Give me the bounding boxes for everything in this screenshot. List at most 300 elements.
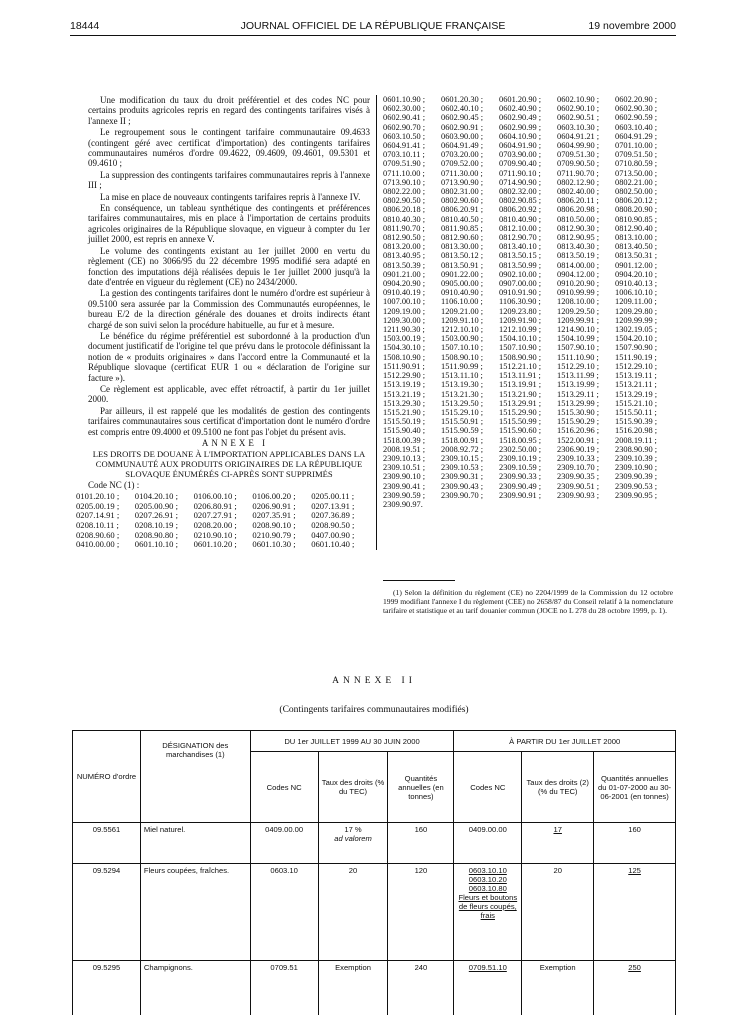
cell-designation: Miel naturel.	[140, 823, 250, 864]
nc-code: 1513.21.90 ;	[499, 390, 557, 399]
cell-codes-1: 0409.00.00	[250, 823, 318, 864]
nc-code: 0806.20.11 ;	[557, 196, 615, 205]
nc-code: 0813.40.10 ;	[499, 242, 557, 251]
nc-code: 1513.11.99 ;	[557, 371, 615, 380]
nc-code: 2309.10.53 ;	[441, 463, 499, 472]
page-header	[70, 20, 676, 36]
nc-code: 1512.29.90 ;	[383, 371, 441, 380]
nc-code: 0604.91.41 ;	[383, 141, 441, 150]
nc-code: 0602.20.90 ;	[615, 95, 673, 104]
cell-quantites-2: 125	[594, 864, 676, 961]
nc-code: 0910.20.90 ;	[557, 279, 615, 288]
nc-code: 2309.90.41 ;	[383, 482, 441, 491]
nc-code: 1504.20.10 ;	[615, 334, 673, 343]
nc-code: 0207.27.91 ;	[194, 511, 253, 521]
paragraph: Le regroupement sous le contingent tarifaire communautaire 09.4633 (contingent géré avec certificat d'importation) des contingents tarifaires communautaires numéros d'ordre 09.4622, 09.4609, 09.4601, 09.5301 et 09.4610 ;	[88, 127, 370, 169]
nc-code: 1209.99.91 ;	[557, 316, 615, 325]
col-numero: NUMÉRO d'ordre	[73, 731, 141, 823]
nc-code: 2302.50.00 ;	[499, 445, 557, 454]
nc-code: 1511.90.91 ;	[383, 362, 441, 371]
nc-code: 2309.10.33 ;	[557, 454, 615, 463]
nc-code: 1212.10.99 ;	[499, 325, 557, 334]
nc-code: 1515.50.91 ;	[441, 417, 499, 426]
nc-code: 0603.10.50 ;	[383, 132, 441, 141]
nc-code: 1515.50.19 ;	[383, 417, 441, 426]
nc-code: 2309.90.53 ;	[615, 482, 673, 491]
footnote-rule	[383, 580, 455, 581]
nc-code: 0806.20.98 ;	[557, 205, 615, 214]
nc-code: 0208.90.50 ;	[311, 521, 370, 531]
nc-code: 0206.90.91 ;	[252, 502, 311, 512]
nc-code: 0802.22.00 ;	[383, 187, 441, 196]
nc-code: 0602.90.91 ;	[441, 123, 499, 132]
nc-code: 1209.30.00 ;	[383, 316, 441, 325]
code-list-right	[383, 95, 673, 509]
cell-taux-1	[318, 823, 388, 864]
nc-code: 0703.20.00 ;	[441, 150, 499, 159]
nc-code: 1508.10.90 ;	[383, 353, 441, 362]
nc-code: 0806.20.12 ;	[615, 196, 673, 205]
nc-code: 0810.40.30 ;	[383, 215, 441, 224]
nc-code: 0901.12.00 ;	[615, 261, 673, 270]
nc-code: 0904.20.10 ;	[615, 270, 673, 279]
nc-code: 0703.90.00 ;	[499, 150, 557, 159]
nc-code: 0813.50.15 ;	[499, 251, 557, 260]
paragraph: Par ailleurs, il est rappelé que les modalités de gestion des contingents tarifaires communautaires sous certificat d'importation dont le numéro d'ordre est compris entre 09.4000 et 09.5100 ne font pas l'objet du présent avis.	[88, 406, 370, 437]
nc-code: 1515.90.59 ;	[441, 426, 499, 435]
nc-code: 0602.10.90 ;	[557, 95, 615, 104]
nc-code: 2309.90.33 ;	[499, 472, 557, 481]
nc-code: 1515.90.29 ;	[557, 417, 615, 426]
nc-code: 1516.20.98 ;	[615, 426, 673, 435]
nc-code: 1508.90.90 ;	[499, 353, 557, 362]
nc-code: 0602.90.51 ;	[557, 113, 615, 122]
nc-code: 0602.90.70 ;	[383, 123, 441, 132]
nc-code: 0812.90.95 ;	[557, 233, 615, 242]
nc-code: 2309.90.70 ;	[441, 491, 499, 500]
cell-quantites-1: 120	[388, 864, 454, 961]
cell-designation: Champignons.	[140, 961, 250, 1015]
nc-code: 0910.40.13 ;	[615, 279, 673, 288]
nc-code: 0810.50.00 ;	[557, 215, 615, 224]
nc-code: 0812.90.70 ;	[499, 233, 557, 242]
cell-codes-1: 0603.10	[250, 864, 318, 961]
col-codes-nc-1: Codes NC	[250, 752, 318, 823]
nc-code: 0106.00.20 ;	[252, 492, 311, 502]
cell-taux-1: Exemption	[318, 961, 388, 1015]
nc-code: 2309.10.70 ;	[557, 463, 615, 472]
nc-code: 0808.20.90 ;	[615, 205, 673, 214]
nc-code: 0701.10.00 ;	[615, 141, 673, 150]
nc-code: 0802.21.00 ;	[615, 178, 673, 187]
nc-code: 1513.11.10 ;	[441, 371, 499, 380]
table-row	[73, 864, 676, 961]
col-taux-2: Taux des droits (2) (% du TEC)	[522, 752, 594, 823]
nc-code: 0208.10.11 ;	[76, 521, 135, 531]
nc-code: 0901.22.00 ;	[441, 270, 499, 279]
nc-code: 0806.20.92 ;	[499, 205, 557, 214]
nc-code: 0205.00.19 ;	[76, 502, 135, 512]
nc-code: 0711.10.00 ;	[383, 169, 441, 178]
nc-code: 0813.20.00 ;	[383, 242, 441, 251]
nc-code: 2309.10.39 ;	[615, 454, 673, 463]
nc-code: 2309.10.15 ;	[441, 454, 499, 463]
nc-code: 2309.90.39 ;	[615, 472, 673, 481]
nc-code: 0601.10.40 ;	[311, 540, 370, 550]
nc-code: 1515.30.90 ;	[557, 408, 615, 417]
nc-code: 0901.21.00 ;	[383, 270, 441, 279]
nc-code: 0802.40.00 ;	[557, 187, 615, 196]
nc-code: 0711.90.70 ;	[557, 169, 615, 178]
footnote: (1) Selon la définition du règlement (CE) no 2204/1999 de la Commission du 12 octobre 1999 modifiant l'annexe I du règlement (CEE) no 2658/87 du Conseil relatif à la nomenclature tarifaire et statistique et au tarif douanier commun (JOCE no L 278 du 28 octobre 1999, p. 1).	[383, 588, 673, 615]
cell-numero: 09.5294	[73, 864, 141, 961]
nc-code: 1507.90.90 ;	[615, 343, 673, 352]
nc-code: 1209.23.80 ;	[499, 307, 557, 316]
nc-code: 1504.30.10 ;	[383, 343, 441, 352]
nc-code: 0602.40.90 ;	[499, 104, 557, 113]
nc-code: 1209.99.99 ;	[615, 316, 673, 325]
page-number: 18444	[70, 20, 99, 32]
nc-code: 0603.10.40 ;	[615, 123, 673, 132]
cell-designation: Fleurs coupées, fraîches.	[140, 864, 250, 961]
nc-code: 0101.20.10 ;	[76, 492, 135, 502]
nc-code: 0802.50.00 ;	[615, 187, 673, 196]
nc-code: 1302.19.05 ;	[615, 325, 673, 334]
nc-code: 0207.14.91 ;	[76, 511, 135, 521]
nc-code: 1208.10.00 ;	[557, 297, 615, 306]
nc-code: 0813.40.95 ;	[383, 251, 441, 260]
nc-code: 2309.90.31 ;	[441, 472, 499, 481]
nc-code: 0802.12.90 ;	[557, 178, 615, 187]
nc-code: 0802.31.00 ;	[441, 187, 499, 196]
nc-code: 0812.90.50 ;	[383, 233, 441, 242]
nc-code: 0714.90.90 ;	[499, 178, 557, 187]
nc-code: 2309.10.51 ;	[383, 463, 441, 472]
paragraph: La mise en place de nouveaux contingents tarifaires repris à l'annexe IV.	[88, 192, 370, 202]
nc-code: 0713.90.90 ;	[441, 178, 499, 187]
nc-code: 0802.32.00 ;	[499, 187, 557, 196]
nc-code: 0710.80.59 ;	[615, 159, 673, 168]
nc-code: 0208.10.19 ;	[135, 521, 194, 531]
annexe2-heading: ANNEXE II	[0, 676, 748, 686]
nc-code: 0604.91.21 ;	[557, 132, 615, 141]
nc-code: 0910.99.99 ;	[557, 288, 615, 297]
nc-code: 0904.20.90 ;	[383, 279, 441, 288]
nc-code: 0205.00.90 ;	[135, 502, 194, 512]
nc-code: 1513.21.19 ;	[383, 390, 441, 399]
nc-code: 1515.21.90 ;	[383, 408, 441, 417]
nc-code: 0812.90.60 ;	[441, 233, 499, 242]
nc-code: 2008.19.11 ;	[615, 436, 673, 445]
nc-code: 2309.90.59 ;	[383, 491, 441, 500]
nc-code: 1512.21.10 ;	[499, 362, 557, 371]
nc-code: 0806.20.18 ;	[383, 205, 441, 214]
nc-code: 1515.90.39 ;	[615, 417, 673, 426]
nc-code: 0207.26.91 ;	[135, 511, 194, 521]
nc-code: 0601.20.30 ;	[441, 95, 499, 104]
paragraph: Ce règlement est applicable, avec effet rétroactif, à partir du 1er juillet 2000.	[88, 384, 370, 405]
nc-code: 0813.50.39 ;	[383, 261, 441, 270]
nc-code: 0907.00.00 ;	[499, 279, 557, 288]
nc-code: 1006.10.10 ;	[615, 288, 673, 297]
nc-code: 2008.92.72 ;	[441, 445, 499, 454]
nc-code: 0813.30.00 ;	[441, 242, 499, 251]
nc-code: 1507.10.10 ;	[441, 343, 499, 352]
nc-code: 1513.29.50 ;	[441, 399, 499, 408]
issue-date: 19 novembre 2000	[588, 20, 676, 32]
nc-code: 2309.90.43 ;	[441, 482, 499, 491]
cell-quantites-2: 250	[594, 961, 676, 1015]
nc-code: 0410.00.00 ;	[76, 540, 135, 550]
nc-code: 0709.90.50 ;	[557, 159, 615, 168]
nc-code: 0802.90.85 ;	[499, 196, 557, 205]
nc-code: 1106.10.00 ;	[441, 297, 499, 306]
nc-code: 1513.19.11 ;	[615, 371, 673, 380]
code-item: 0603.10.10	[457, 866, 518, 875]
nc-code: 0603.10.30 ;	[557, 123, 615, 132]
nc-code: 0602.90.30 ;	[615, 104, 673, 113]
nc-code: 0802.90.50 ;	[383, 196, 441, 205]
nc-code: 1214.90.10 ;	[557, 325, 615, 334]
nc-code: 0713.90.10 ;	[383, 178, 441, 187]
nc-code: 0601.10.90 ;	[383, 95, 441, 104]
nc-code: 1513.29.30 ;	[383, 399, 441, 408]
code-list-left	[76, 492, 370, 550]
code-item: 0603.10.20	[457, 875, 518, 884]
taux-value: 17 %	[322, 825, 385, 834]
nc-code: 1513.11.91 ;	[499, 371, 557, 380]
quota-table	[72, 730, 676, 1015]
nc-code: 1211.90.30 ;	[383, 325, 441, 334]
nc-code: 0604.91.90 ;	[499, 141, 557, 150]
nc-code: 2309.90.49 ;	[499, 482, 557, 491]
paragraph: La suppression des contingents tarifaires communautaires repris à l'annexe III ;	[88, 170, 370, 191]
nc-code: 0603.90.00 ;	[441, 132, 499, 141]
nc-code: 0604.99.90 ;	[557, 141, 615, 150]
nc-code: 1515.29.90 ;	[499, 408, 557, 417]
nc-code: 2309.90.95 ;	[615, 491, 673, 500]
nc-code: 1515.50.11 ;	[615, 408, 673, 417]
nc-code: 1513.19.99 ;	[557, 380, 615, 389]
nc-code: 0602.90.10 ;	[557, 104, 615, 113]
cell-quantites-1: 240	[388, 961, 454, 1015]
cell-taux-2: 20	[522, 864, 594, 961]
nc-code: 1518.00.91 ;	[441, 436, 499, 445]
nc-code: 0810.40.90 ;	[499, 215, 557, 224]
cell-numero: 09.5295	[73, 961, 141, 1015]
nc-code: 0601.10.10 ;	[135, 540, 194, 550]
nc-code: 0207.13.91 ;	[311, 502, 370, 512]
nc-code: 1513.21.11 ;	[615, 380, 673, 389]
nc-code: 0902.10.00 ;	[499, 270, 557, 279]
nc-code: 0208.90.60 ;	[76, 531, 135, 541]
nc-code: 1209.29.50 ;	[557, 307, 615, 316]
nc-code: 2309.90.93 ;	[557, 491, 615, 500]
nc-code: 0208.20.00 ;	[194, 521, 253, 531]
taux-extra: ad valorem	[322, 834, 385, 843]
nc-code: 1106.30.90 ;	[499, 297, 557, 306]
nc-code: 0713.50.00 ;	[615, 169, 673, 178]
nc-code: 0602.90.41 ;	[383, 113, 441, 122]
nc-code: 0813.40.50 ;	[615, 242, 673, 251]
nc-code: 0813.50.99 ;	[499, 261, 557, 270]
nc-code: 1511.90.19 ;	[615, 353, 673, 362]
nc-code: 1511.10.90 ;	[557, 353, 615, 362]
nc-code: 0910.91.90 ;	[499, 288, 557, 297]
annexe1-heading: ANNEXE I	[88, 438, 370, 448]
nc-code: 2309.90.51 ;	[557, 482, 615, 491]
col-designation: DÉSIGNATION des marchandises (1)	[140, 731, 250, 823]
nc-code: 2309.10.13 ;	[383, 454, 441, 463]
nc-code: 1209.29.80 ;	[615, 307, 673, 316]
nc-code: 0602.90.45 ;	[441, 113, 499, 122]
nc-code: 1513.19.91 ;	[499, 380, 557, 389]
nc-code: 0602.40.10 ;	[441, 104, 499, 113]
cell-taux-1: 20	[318, 864, 388, 961]
col-quantites-2: Quantités annuelles du 01-07-2000 au 30-06-2001 (en tonnes)	[594, 752, 676, 823]
nc-code: 2309.10.59 ;	[499, 463, 557, 472]
nc-code: 0910.40.19 ;	[383, 288, 441, 297]
nc-code: 1511.90.99 ;	[441, 362, 499, 371]
header-rule	[70, 35, 676, 36]
paragraph: Le volume des contingents existant au 1er juillet 2000 en vertu du règlement (CE) no 3066/95 du 22 décembre 1995 modifié sera adapté en fonction des imputations déjà réalisées depuis le 1er juillet 2000 jusqu'à la date d'entrée en vigueur du règlement (CE) no 2434/2000.	[88, 246, 370, 288]
nc-code: 1504.10.99 ;	[557, 334, 615, 343]
nc-code: 0806.20.91 ;	[441, 205, 499, 214]
nc-code: 1513.29.11 ;	[557, 390, 615, 399]
nc-code: 0813.50.12 ;	[441, 251, 499, 260]
col-codes-nc-2: Codes NC	[454, 752, 522, 823]
nc-code: 1516.20.96 ;	[557, 426, 615, 435]
nc-code: 1513.29.91 ;	[499, 399, 557, 408]
nc-code: 1512.29.10 ;	[615, 362, 673, 371]
nc-code: 2308.90.90 ;	[615, 445, 673, 454]
nc-code: 1507.10.90 ;	[499, 343, 557, 352]
paragraph: Le bénéfice du régime préférentiel est subordonné à la production d'un document justificatif de l'origine tel que prévu dans le protocole définissant la notion de « produits originaires » dans l'accord entre la Communauté et la République slovaque (certificat EUR 1 ou « déclaration de l'origine sur facture »).	[88, 331, 370, 383]
nc-code: 0812.10.00 ;	[499, 224, 557, 233]
nc-code: 0210.90.10 ;	[194, 531, 253, 541]
nc-code: 1503.00.90 ;	[441, 334, 499, 343]
left-column	[88, 95, 370, 550]
nc-code: 0207.35.91 ;	[252, 511, 311, 521]
nc-code: 0407.00.90 ;	[311, 531, 370, 541]
nc-code: 0904.12.00 ;	[557, 270, 615, 279]
nc-code: 1518.00.39 ;	[383, 436, 441, 445]
nc-code: 0104.20.10 ;	[135, 492, 194, 502]
nc-code: 0905.00.00 ;	[441, 279, 499, 288]
nc-code: 1209.91.10 ;	[441, 316, 499, 325]
col-taux-1: Taux des droits (% du TEC)	[318, 752, 388, 823]
nc-code: 1515.21.10 ;	[615, 399, 673, 408]
code-nc-heading: Code NC (1) :	[88, 480, 370, 490]
nc-code: 0814.00.00 ;	[557, 261, 615, 270]
nc-code: 0810.90.85 ;	[615, 215, 673, 224]
nc-code: 0602.30.00 ;	[383, 104, 441, 113]
nc-code: 0711.90.10 ;	[499, 169, 557, 178]
column-divider	[376, 95, 377, 550]
nc-code: 1209.19.00 ;	[383, 307, 441, 316]
nc-code: 1518.00.95 ;	[499, 436, 557, 445]
journal-title: JOURNAL OFFICIEL DE LA RÉPUBLIQUE FRANÇAISE	[70, 20, 676, 32]
nc-code: 1515.29.10 ;	[441, 408, 499, 417]
nc-code: 1515.90.40 ;	[383, 426, 441, 435]
nc-code: 2309.90.97.	[383, 500, 441, 509]
paragraph: En conséquence, un tableau synthétique des contingents et préférences tarifaires communautaires, mis en place à l'importation de certains produits agricoles originaires de la République slovaque, en vigueur à compter du 1er juillet 2000, est repris en annexe V.	[88, 203, 370, 245]
col-period-2: À PARTIR DU 1er JUILLET 2000	[454, 731, 676, 752]
annexe2-subtitle: (Contingents tarifaires communautaires modifiés)	[0, 705, 748, 715]
nc-code: 0604.10.90 ;	[499, 132, 557, 141]
nc-code: 2306.90.19 ;	[557, 445, 615, 454]
nc-code: 0709.51.90 ;	[383, 159, 441, 168]
cell-taux-2: Exemption	[522, 961, 594, 1015]
table-row	[73, 823, 676, 864]
nc-code: 0205.00.11 ;	[311, 492, 370, 502]
nc-code: 1513.19.19 ;	[383, 380, 441, 389]
nc-code: 0604.91.49 ;	[441, 141, 499, 150]
nc-code: 1513.29.19 ;	[615, 390, 673, 399]
nc-code: 1513.29.99 ;	[557, 399, 615, 408]
nc-code: 0812.90.30 ;	[557, 224, 615, 233]
cell-taux-2: 17	[522, 823, 594, 864]
col-quantites-1: Quantités annuelles (en tonnes)	[388, 752, 454, 823]
nc-code: 0604.91.29 ;	[615, 132, 673, 141]
nc-code: 1513.19.30 ;	[441, 380, 499, 389]
nc-code: 0813.40.30 ;	[557, 242, 615, 251]
nc-code: 0709.52.00 ;	[441, 159, 499, 168]
nc-code: 0210.90.79 ;	[252, 531, 311, 541]
nc-code: 1212.10.10 ;	[441, 325, 499, 334]
nc-code: 2309.90.91 ;	[499, 491, 557, 500]
nc-code: 0811.90.70 ;	[383, 224, 441, 233]
cell-quantites-1: 160	[388, 823, 454, 864]
cell-codes-1: 0709.51	[250, 961, 318, 1015]
nc-code: 1513.21.30 ;	[441, 390, 499, 399]
nc-code: 0812.90.40 ;	[615, 224, 673, 233]
nc-code: 0602.90.99 ;	[499, 123, 557, 132]
cell-quantites-2: 160	[594, 823, 676, 864]
annexe1-title: LES DROITS DE DOUANE À L'IMPORTATION APPLICABLES DANS LA COMMUNAUTÉ AUX PRODUITS ORIGINAIRES DE LA RÉPUBLIQUE SLOVAQUE ÉNUMÉRÉS CI-APRÈS SONT SUPPRIMÉS	[88, 449, 370, 479]
nc-code: 2309.90.35 ;	[557, 472, 615, 481]
nc-code: 0106.00.10 ;	[194, 492, 253, 502]
code-item: 0603.10.80	[457, 884, 518, 893]
nc-code: 0802.90.60 ;	[441, 196, 499, 205]
table-row	[73, 961, 676, 1015]
nc-code: 1522.00.91 ;	[557, 436, 615, 445]
nc-code: 0811.90.85 ;	[441, 224, 499, 233]
nc-code: 2008.19.51 ;	[383, 445, 441, 454]
nc-code: 0711.30.00 ;	[441, 169, 499, 178]
nc-code: 0813.50.91 ;	[441, 261, 499, 270]
nc-code: 0709.51.50 ;	[615, 150, 673, 159]
cell-codes-2: 0409.00.00	[454, 823, 522, 864]
nc-code: 0602.90.59 ;	[615, 113, 673, 122]
nc-code: 0813.50.19 ;	[557, 251, 615, 260]
nc-code: 1209.91.90 ;	[499, 316, 557, 325]
nc-code: 0602.90.49 ;	[499, 113, 557, 122]
nc-code: 1503.00.19 ;	[383, 334, 441, 343]
paragraph: La gestion des contingents tarifaires dont le numéro d'ordre est supérieur à 09.5100 sera assurée par la Commission des Communautés européennes, le bureau E/2 de la direction générale des douanes et droits indirects étant chargé de son suivi selon la procédure habituelle, au fur et à mesure.	[88, 288, 370, 330]
nc-code: 0601.20.90 ;	[499, 95, 557, 104]
nc-code: 2309.90.10 ;	[383, 472, 441, 481]
nc-code: 0810.40.50 ;	[441, 215, 499, 224]
paragraph: Une modification du taux du droit préférentiel et des codes NC pour certains produits agricoles repris en regard des contingents tarifaires visés à l'annexe II ;	[88, 95, 370, 126]
nc-code: 0703.10.11 ;	[383, 150, 441, 159]
nc-code: 0601.10.30 ;	[252, 540, 311, 550]
nc-code: 0709.51.30 ;	[557, 150, 615, 159]
nc-code: 0207.36.89 ;	[311, 511, 370, 521]
right-column	[383, 95, 673, 509]
nc-code: 1504.10.10 ;	[499, 334, 557, 343]
nc-code: 0206.80.91 ;	[194, 502, 253, 512]
